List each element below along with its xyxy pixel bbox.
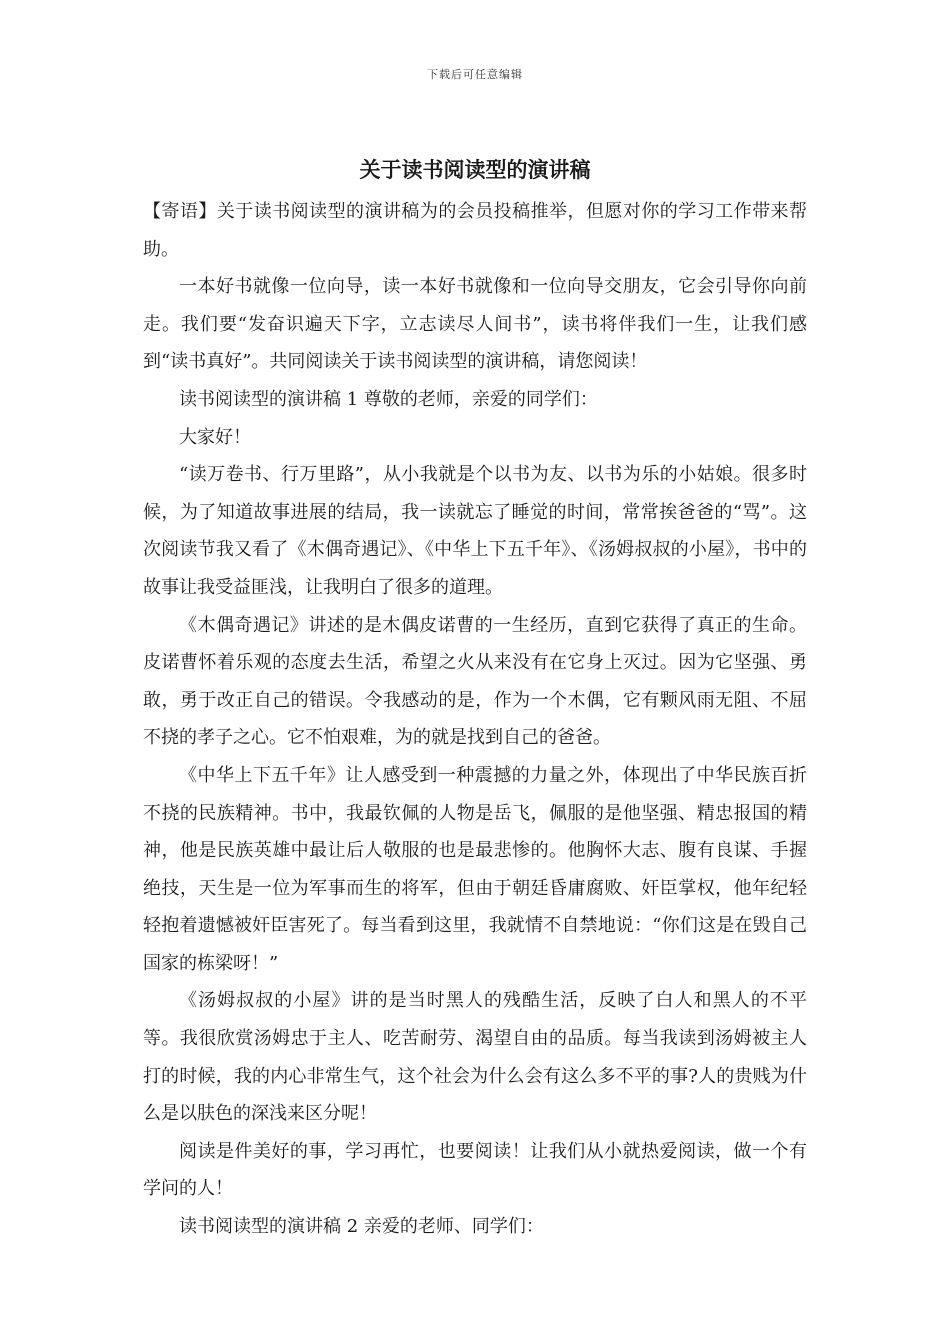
page-header-note: 下载后可任意编辑 <box>427 68 523 81</box>
paragraph-conclusion: 阅读是件美好的事，学习再忙，也要阅读！让我们从小就热爱阅读，做一个有学问的人！ <box>143 1140 807 1200</box>
paragraph-intro: 一本好书就像一位向导，读一本好书就像和一位向导交朋友，它会引导你向前走。我们要“发奋识遍天下字，立志读尽人间书”，读书将伴我们一生，让我们感到“读书真好”。共同阅读关于读书阅读型的演讲稿，请您阅读！ <box>143 276 807 373</box>
document-body <box>143 193 807 1246</box>
paragraph-reading-habit: “读万卷书、行万里路”，从小我就是个以书为友、以书为乐的小姑娘。很多时候，为了知道故事进展的结局，我一读就忘了睡觉的时间，常常挨爸爸的“骂”。这次阅读节我又看了《木偶奇遇记》、《中华上下五千年》、《汤姆叔叔的小屋》，书中的故事让我受益匪浅，让我明白了很多的道理。 <box>143 464 807 598</box>
paragraph-speech-2-heading: 读书阅读型的演讲稿 2 亲爱的老师、同学们： <box>179 1216 544 1238</box>
paragraph-chinese-history: 《中华上下五千年》让人感受到一种震撼的力量之外，体现出了中华民族百折不挠的民族精神。书中，我最钦佩的人物是岳飞，佩服的是他坚强、精忠报国的精神，他是民族英雄中最让后人敬服的也是最悲惨的。他胸怀大志、腹有良谋、手握绝技，天生是一位为军事而生的将军，但由于朝廷昏庸腐败、奸臣掌权，他年纪轻轻抱着遗憾被奸臣害死了。每当看到这里，我就情不自禁地说：“你们这是在毁自己国家的栋梁呀！” <box>143 764 807 974</box>
paragraph-greeting: 大家好！ <box>179 426 251 448</box>
paragraph-speech-1-heading: 读书阅读型的演讲稿 1 尊敬的老师，亲爱的同学们： <box>179 388 598 410</box>
paragraph-uncle-toms-cabin: 《汤姆叔叔的小屋》讲的是当时黑人的残酷生活，反映了白人和黑人的不平等。我很欣赏汤姆忠于主人、吃苦耐劳、渴望自由的品质。每当我读到汤姆被主人打的时候，我的内心非常生气，这个社会为什么会有这么多不平的事?人的贵贱为什么是以肤色的深浅来区分呢！ <box>143 990 807 1125</box>
paragraph-pinocchio: 《木偶奇遇记》讲述的是木偶皮诺曹的一生经历，直到它获得了真正的生命。皮诺曹怀着乐观的态度去生活，希望之火从来没有在它身上灭过。因为它坚强、勇敢，勇于改正自己的错误。令我感动的是，作为一个木偶，它有颗风雨无阻、不屈不挠的孝子之心。它不怕艰难，为的就是找到自己的爸爸。 <box>143 614 807 749</box>
document-title: 关于读书阅读型的演讲稿 <box>359 157 591 182</box>
paragraph-foreword: 【寄语】关于读书阅读型的演讲稿为的会员投稿推举，但愿对你的学习工作带来帮助。 <box>143 201 807 260</box>
